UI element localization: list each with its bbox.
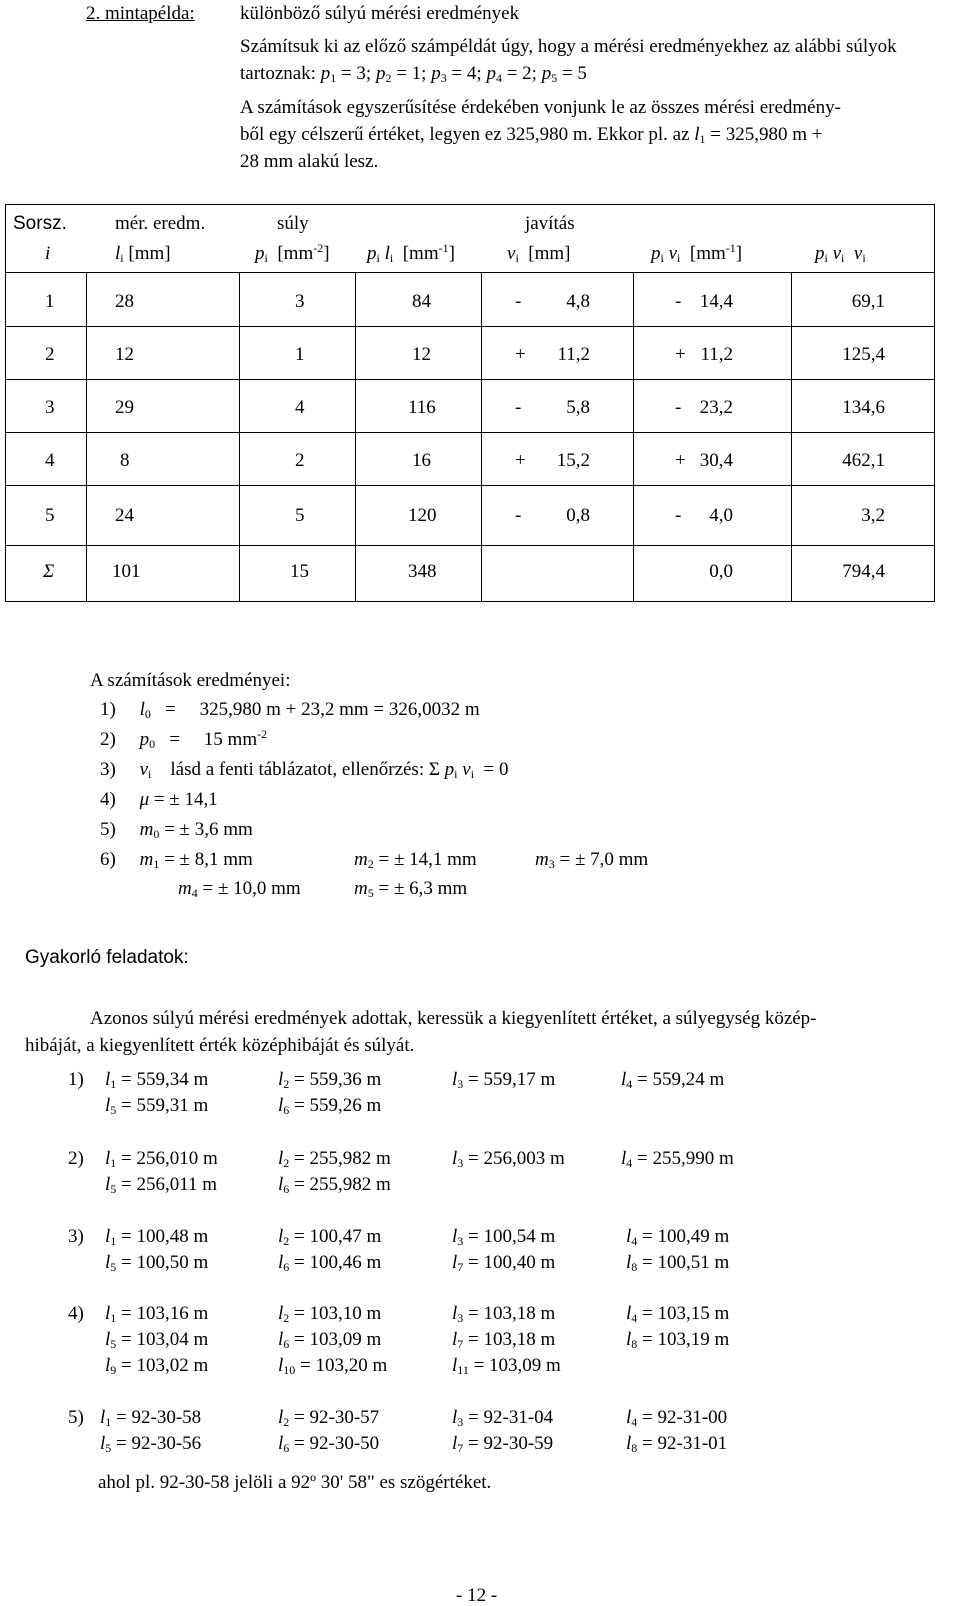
col-header-index-symbol: i <box>45 243 51 264</box>
result-1: 1) $l_0$ = 325,980 m + 23,2 mm = 326,0032 m <box>100 699 480 721</box>
result-6-m4: $m_4$ = ± 10,0 mm <box>178 878 301 900</box>
exercise-4: 4) <box>68 1303 84 1324</box>
col-header-pv: $p_i$ $v_i$ $[mm^{-1}]$ <box>651 241 743 265</box>
result-5: 5) $m_0$ = ± 3,6 mm <box>100 819 253 841</box>
col-header-index: Sorsz. <box>13 213 67 234</box>
intro-line-3: ből egy célszerű értéket, legyen ez 325,980 m. Ekkor pl. az $l_1 = 325,980$ m + <box>240 124 823 146</box>
intro-line-4: 28 mm alakú lesz. <box>240 151 379 172</box>
angle-note: ahol pl. 92-30-58 jelöli a 92º 30' 58" es szögértéket. <box>98 1472 492 1493</box>
exercise-1: 1) <box>68 1069 84 1090</box>
results-title: A számítások eredményei: <box>90 670 291 691</box>
page-number: - 12 - <box>456 1585 498 1606</box>
result-4: 4) μ = ± 14,1 <box>100 789 218 810</box>
example-title: különböző súlyú mérési eredmények <box>240 3 520 24</box>
result-6-m2: $m_2$ = ± 14,1 mm <box>354 849 477 871</box>
result-3: 3) $v_i$ lásd a fenti táblázatot, ellenőrzés: Σ $p_i$ $v_i = 0$ <box>100 759 509 781</box>
intro-paragraph-1: Számítsuk ki az előző számpéldát úgy, hogy a mérési eredményekhez az alábbi súlyok tartoznak: $p_1 = 3$; $p_2 = 1$; $p_3 = 4$; $p_4 = 2$; $p_5 = 5$ <box>240 36 897 85</box>
sigma-symbol: Σ <box>43 561 55 582</box>
col-header-measurement-unit: $l_i$ [mm] <box>115 243 171 265</box>
results-table: Sorsz. i mér. eredm. $l_i$ [mm] súly $p_i$ $[mm^{-2}]$ $p_i$ $l_i$ $[mm^{-1}]$ javítás $v_i$ [mm] $p_i$ $v_i$ $[mm^{-1}]$ $p_i$ $v_i$ $v_i$ 1 28 3 84 - 4,8 - 14,4 69,1 2 12 1 12 + 11,2 + 11,2 125,4 3 29 4 116 - 5,8 - 23,2 134,6 4 8 2 16 + 15,2 + 30,4 462,1 5 24 5 120 - 0,8 - 4,0 3,2 Σ 101 15 348 0,0 794,4 <box>5 204 935 616</box>
col-header-correction: javítás <box>525 213 575 234</box>
result-6-m5: $m_5$ = ± 6,3 mm <box>354 878 468 900</box>
exercise-3: 3) <box>68 1226 84 1247</box>
col-header-pl: $p_i$ $l_i$ $[mm^{-1}]$ <box>367 241 455 265</box>
exercise-5: 5) <box>68 1407 84 1428</box>
result-2: 2) $p_0$ = 15 $mm^{-2}$ <box>100 727 268 751</box>
col-header-measurement: mér. eredm. <box>115 213 206 234</box>
intro-text: Számítsuk ki az előző számpéldát úgy, hogy a mérési eredményekhez az alábbi súlyok tartoznak: <box>240 36 897 84</box>
exercise-2: 2) <box>68 1148 84 1169</box>
exercises-paragraph-line-2: hibáját, a kiegyenlített érték középhibáját és súlyát. <box>25 1035 415 1056</box>
col-header-correction-unit: $v_i$ [mm] <box>507 243 571 265</box>
col-header-pvv: $p_i$ $v_i$ $v_i$ <box>815 243 866 265</box>
exercises-heading: Gyakorló feladatok: <box>25 947 189 968</box>
result-6-m3: $m_3$ = ± 7,0 mm <box>535 849 649 871</box>
exercises-paragraph-line-1: Azonos súlyú mérési eredmények adottak, keressük a kiegyenlített értéket, a súlyegység közép- <box>90 1008 817 1029</box>
intro-line-2: A számítások egyszerűsítése érdekében vonjunk le az összes mérési eredmény- <box>240 97 841 118</box>
col-header-weight-unit: $p_i$ $[mm^{-2}]$ <box>255 241 330 265</box>
example-label: 2. mintapélda: <box>86 3 195 24</box>
result-6: 6) $m_1$ = ± 8,1 mm <box>100 849 253 871</box>
col-header-weight: súly <box>277 213 309 234</box>
